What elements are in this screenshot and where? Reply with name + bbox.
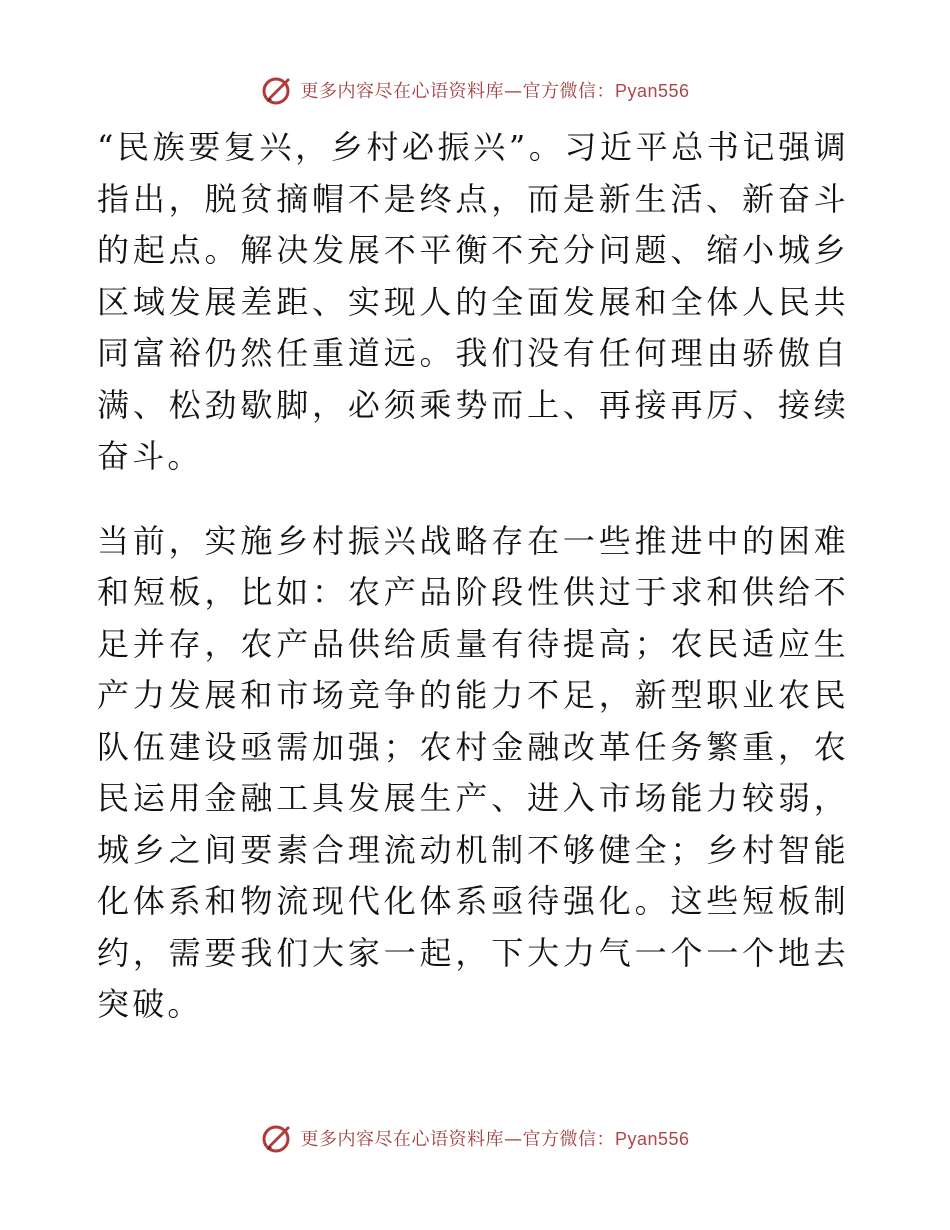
header-banner-wechat-label: 官方微信： (522, 81, 615, 102)
pen-logo-icon (260, 1121, 294, 1155)
header-banner-account: Pyan556 (614, 81, 690, 101)
paragraph-2: 当前，实施乡村振兴战略存在一些推进中的困难和短板，比如：农产品阶段性供过于求和供给不足并存，农产品供给质量有待提高；农民适应生产力发展和市场竞争的能力不足，新型职业农民队伍建设亟需加强；农村金融改革任务繁重，农民运用金融工具发展生产、进入市场能力较弱，城乡之间要素合理流动机制不够健全；乡村智能化体系和物流现代化体系亟待强化。这些短板制约，需要我们大家一起，下大力气一个一个地去突破。 (97, 521, 849, 1023)
header-banner-main: 更多内容尽在心语资料库 (300, 81, 504, 102)
document-body (97, 122, 849, 1031)
footer-banner (0, 1118, 950, 1158)
footer-banner-account: Pyan556 (614, 1129, 690, 1149)
paragraph-1: “民族要复兴，乡村必振兴”。习近平总书记强调指出，脱贫摘帽不是终点，而是新生活、新奋斗的起点。解决发展不平衡不充分问题、缩小城乡区域发展差距、实现人的全面发展和全体人民共同富裕仍然任重道远。我们没有任何理由骄傲自满、松劲歇脚，必须乘势而上、再接再厉、接续奋斗。 (97, 128, 849, 475)
header-banner-separator: — (503, 81, 523, 102)
header-banner-text (300, 77, 689, 103)
footer-banner-text (300, 1125, 689, 1151)
header-banner (0, 70, 950, 110)
footer-banner-separator: — (503, 1129, 523, 1150)
pen-logo-icon (260, 73, 294, 107)
footer-banner-wechat-label: 官方微信： (522, 1129, 615, 1150)
footer-banner-main: 更多内容尽在心语资料库 (300, 1129, 504, 1150)
